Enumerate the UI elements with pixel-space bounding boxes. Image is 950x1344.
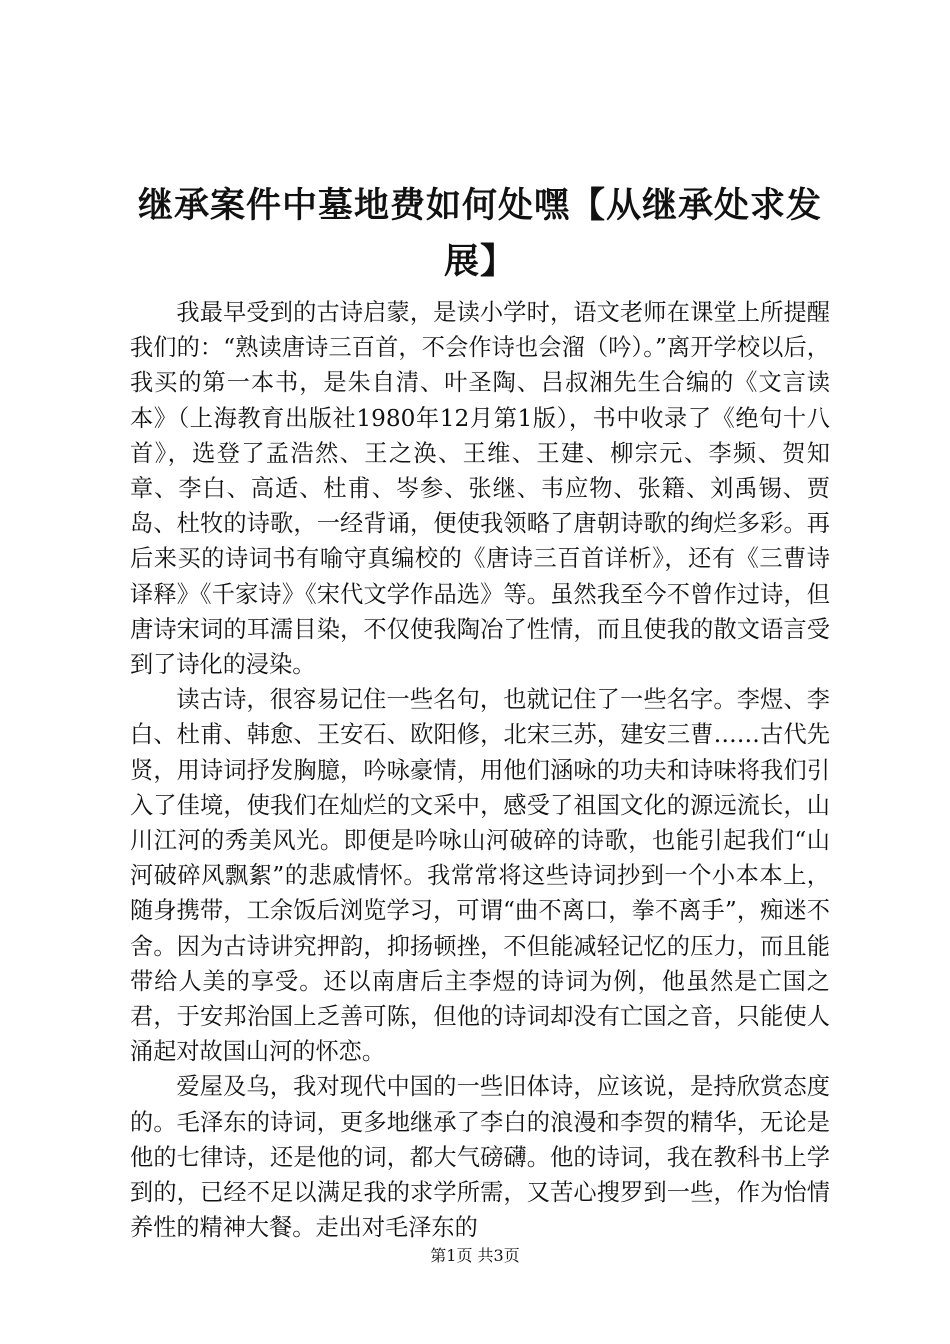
paragraph: 读古诗，很容易记住一些名句，也就记住了一些名字。李煜、李白、杜甫、韩愈、王安石、欧阳修，北宋三苏，建安三曹……古代先贤，用诗词抒发胸臆，吟咏豪情，用他们涵咏的功夫和诗味将我们引入了佳境，使我们在灿烂的文采中，感受了祖国文化的源远流长，山川江河的秀美风光。即便是吟咏山河破碎的诗歌，也能引起我们“山河破碎风飘絮”的悲戚情怀。我常常将这些诗词抄到一个小本本上，随身携带，工余饭后浏览学习，可谓“曲不离口，拳不离手”，痴迷不舍。因为古诗讲究押韵，抑扬顿挫，不但能减轻记忆的压力，而且能带给人美的享受。还以南唐后主李煜的诗词为例，他虽然是亡国之君，于安邦治国上乏善可陈，但他的诗词却没有亡国之音，只能使人涌起对故国山河的怀恋。 <box>130 686 830 1066</box>
paragraph: 我最早受到的古诗启蒙，是读小学时，语文老师在课堂上所提醒我们的：“熟读唐诗三百首，不会作诗也会溜（吟）。”离开学校以后，我买的第一本书，是朱自清、叶圣陶、吕叔湘先生合编的《文言读本》（上海教育出版社1980年12月第1版），书中收录了《绝句十八首》，选登了孟浩然、王之涣、王维、王建、柳宗元、李频、贺知章、李白、高适、杜甫、岑参、张继、韦应物、张籍、刘禹锡、贾岛、杜牧的诗歌，一经背诵，便使我领略了唐朝诗歌的绚烂多彩。再后来买的诗词书有喻守真编校的《唐诗三百首详析》，还有《三曹诗译释》《千家诗》《宋代文学作品选》等。虽然我至今不曾作过诗，但唐诗宋词的耳濡目染，不仅使我陶冶了性情，而且使我的散文语言受到了诗化的浸染。 <box>130 299 830 679</box>
page-footer: 第1页 共3页 <box>430 1246 520 1265</box>
document-body <box>130 295 830 1245</box>
document-title: 继承案件中墓地费如何处嘿【从继承处求发展】 <box>137 186 822 282</box>
paragraph: 爱屋及乌，我对现代中国的一些旧体诗，应该说，是持欣赏态度的。毛泽东的诗词，更多地继承了李白的浪漫和李贺的精华，无论是他的七律诗，还是他的词，都大气磅礴。他的诗词，我在教科书上学到的，已经不足以满足我的求学所需，又苦心搜罗到一些，作为怡情养性的精神大餐。走出对毛泽东的 <box>130 1073 830 1242</box>
